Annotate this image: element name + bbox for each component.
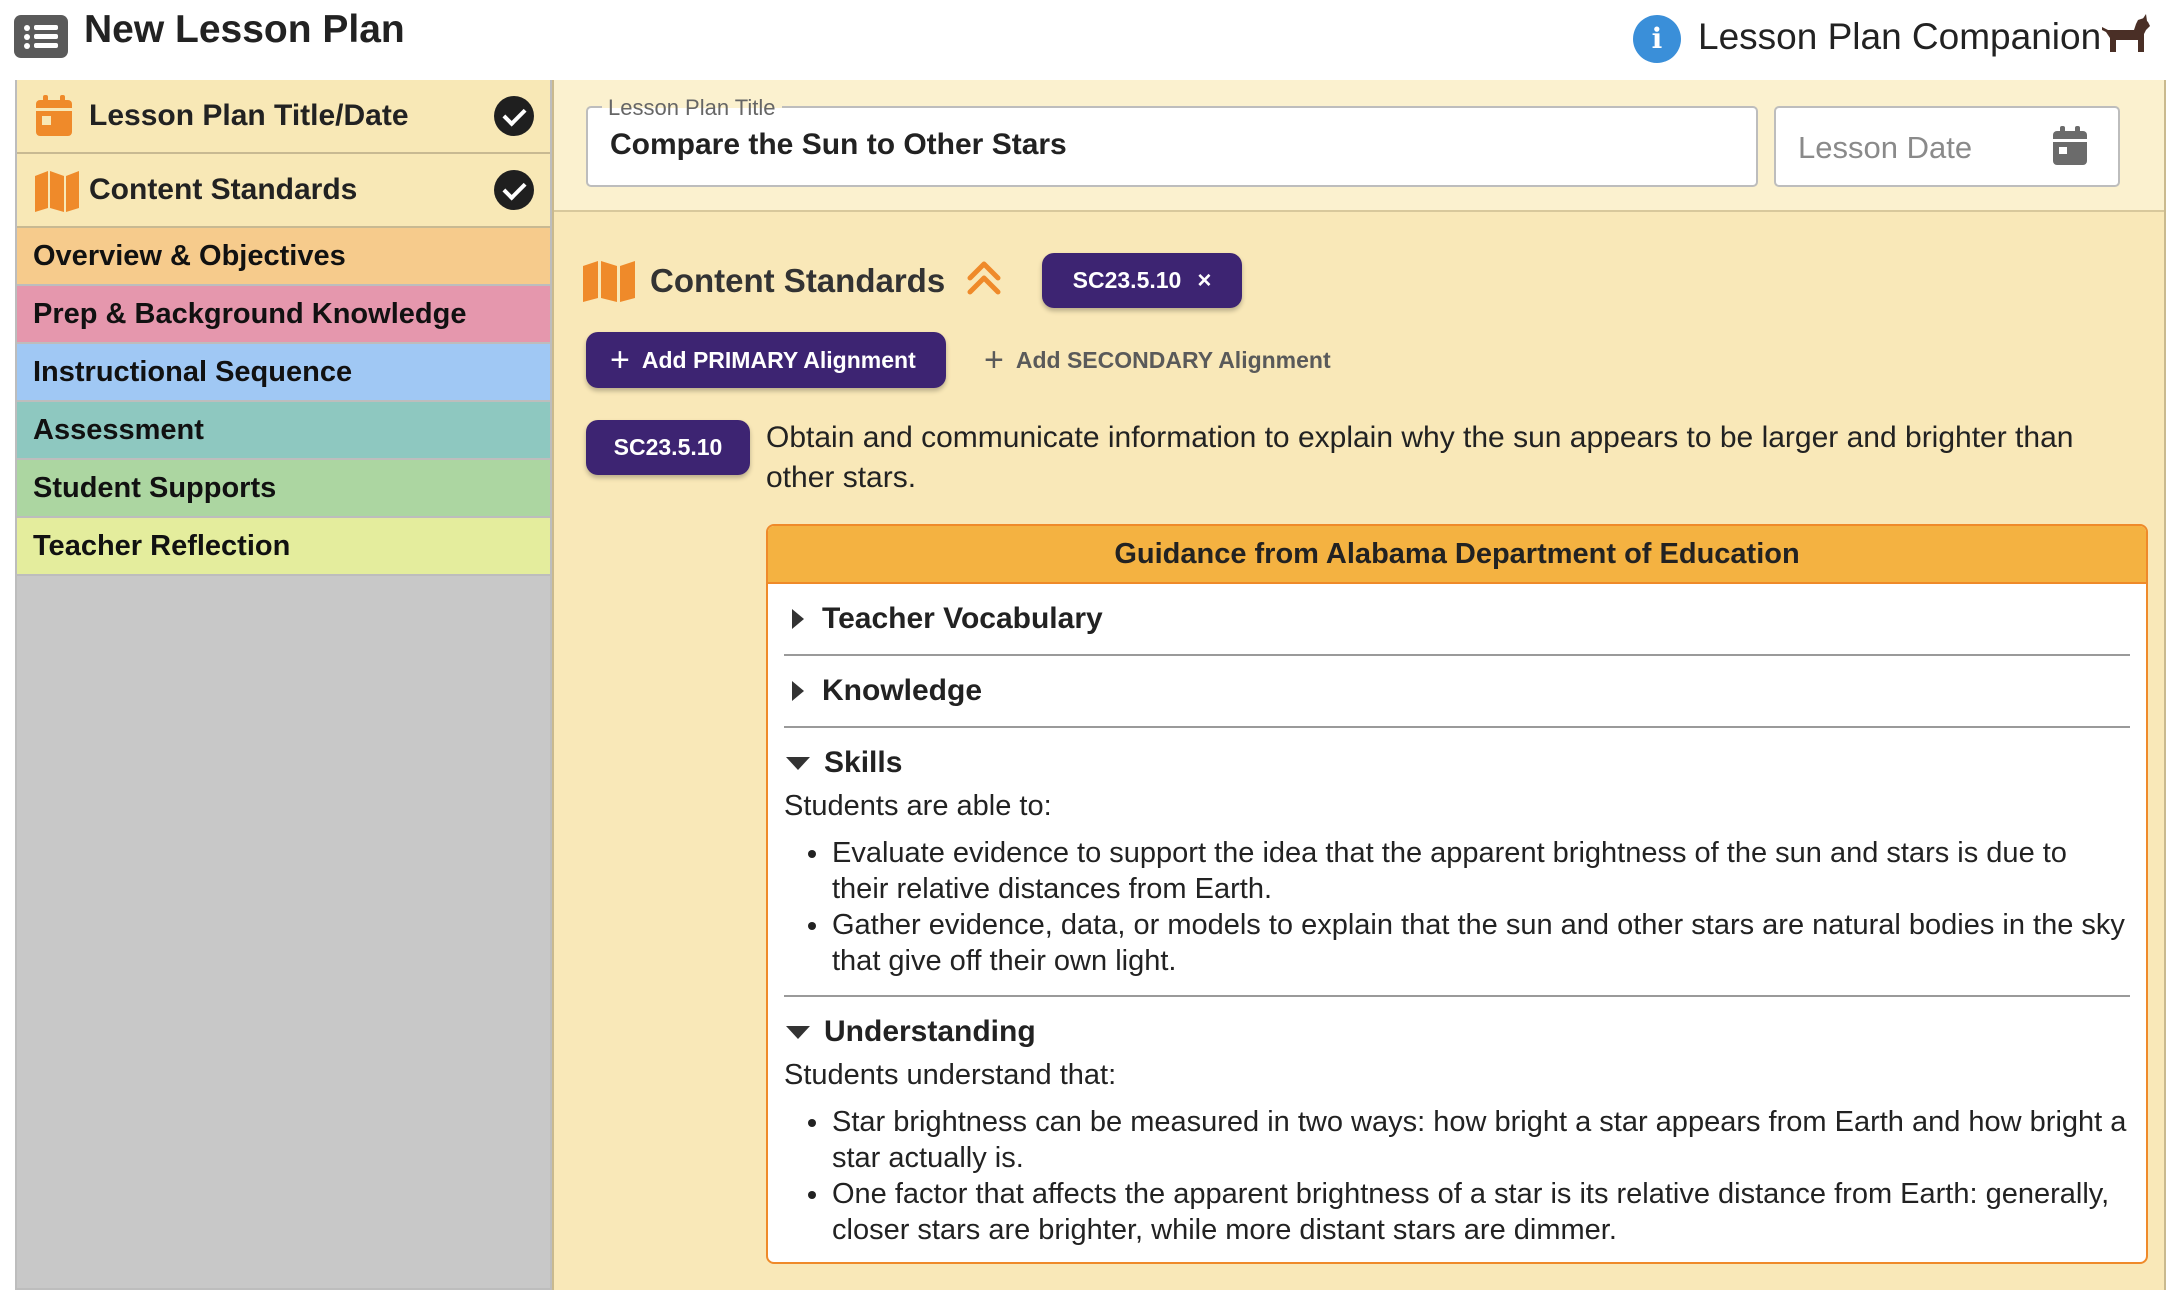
info-icon[interactable]: i [1633,15,1681,63]
accordion-understanding [784,997,2130,1264]
calendar-icon [34,94,74,138]
accordion-body [784,1059,2130,1264]
sidebar-item-content-standards[interactable] [17,154,550,228]
close-icon[interactable]: × [1197,266,1212,294]
list-item: Evaluate evidence to support the idea that the apparent brightness of the sun and stars is due to their relative distances from Earth. [808,835,2130,907]
sidebar [15,80,552,1290]
check-circle-icon [494,96,534,136]
double-chevron-up-icon[interactable] [964,256,1004,298]
caret-right-icon [792,681,804,701]
sidebar-item-label: Lesson Plan Title/Date [89,99,409,132]
caret-right-icon [792,609,804,629]
list-menu-icon[interactable] [14,15,68,58]
add-primary-alignment-button[interactable] [586,332,946,388]
lesson-title-value[interactable]: Compare the Sun to Other Stars [610,128,1067,161]
map-icon [582,258,636,302]
lesson-title-legend: Lesson Plan Title [602,95,782,121]
list-item: Gather evidence, data, or models to explain that the sun and other stars are natural bodies in the sky that give off their own light. [808,907,2130,979]
caret-down-icon [786,757,810,770]
calendar-icon[interactable] [2052,126,2088,166]
plus-icon: + [984,341,1004,379]
caret-down-icon [786,1026,810,1039]
sidebar-item-student-supports[interactable]: Student Supports [17,460,550,518]
sidebar-item-overview[interactable]: Overview & Objectives [17,228,550,286]
sidebar-item-title-date[interactable] [17,80,550,154]
accordion-body [784,790,2130,995]
lesson-title-field[interactable] [586,95,1758,187]
button-label: Add SECONDARY Alignment [1015,346,1331,373]
plus-icon: + [610,341,630,379]
chip-label: SC23.5.10 [1072,267,1182,293]
check-circle-icon [494,170,534,210]
list-item: Star brightness can be measured in two ways: how bright a star appears from Earth and how bright a star actually is. [808,1104,2130,1176]
accordion-title: Understanding [824,1015,1036,1048]
accordion-header[interactable] [784,997,2130,1067]
sidebar-item-prep[interactable]: Prep & Background Knowledge [17,286,550,344]
map-icon [34,168,80,212]
companion-label[interactable]: Lesson Plan Companion [1698,16,2102,57]
accordion-intro: Students understand that: [784,1059,1117,1091]
accordion-intro: Students are able to: [784,790,1052,822]
sidebar-item-teacher-reflection[interactable]: Teacher Reflection [17,518,550,576]
accordion-title: Skills [824,746,903,779]
lesson-date-placeholder: Lesson Date [1798,130,1973,165]
standard-code-chip[interactable]: SC23.5.10 [586,420,750,475]
title-date-section [554,80,2164,212]
selected-standard-chip[interactable] [1042,253,1242,308]
list-item: One factor that affects the apparent brightness of a star is its relative distance from Earth: generally, closer stars are brighter, while more distant stars are dimmer. [808,1176,2130,1248]
lesson-date-field[interactable] [1774,106,2120,187]
button-label: Add PRIMARY Alignment [641,346,916,373]
accordion-title: Teacher Vocabulary [822,602,1103,635]
bullet-list [808,835,2130,979]
accordion-teacher-vocabulary [784,584,2130,656]
accordion-header[interactable] [784,656,2130,726]
main-panel [552,80,2166,1290]
top-bar [0,0,2180,80]
sidebar-item-assessment[interactable]: Assessment [17,402,550,460]
accordion-header[interactable] [784,728,2130,798]
content-standards-header [582,250,2142,310]
bullet-list [808,1104,2130,1248]
add-secondary-alignment-button[interactable] [984,332,1331,388]
accordion-title: Knowledge [822,674,983,707]
accordion-skills [784,728,2130,997]
content-standards-heading: Content Standards [650,262,946,299]
page-title: New Lesson Plan [84,8,405,51]
accordion-header[interactable] [784,584,2130,654]
standard-description: Obtain and communicate information to explain why the sun appears to be larger and brighter than other stars. [766,421,2074,494]
sidebar-item-label: Content Standards [89,173,358,206]
dog-icon[interactable] [2100,12,2152,58]
guidance-heading: Guidance from Alabama Department of Education [768,526,2146,584]
guidance-panel [766,524,2148,1264]
accordion-knowledge [784,656,2130,728]
sidebar-item-instructional-sequence[interactable]: Instructional Sequence [17,344,550,402]
